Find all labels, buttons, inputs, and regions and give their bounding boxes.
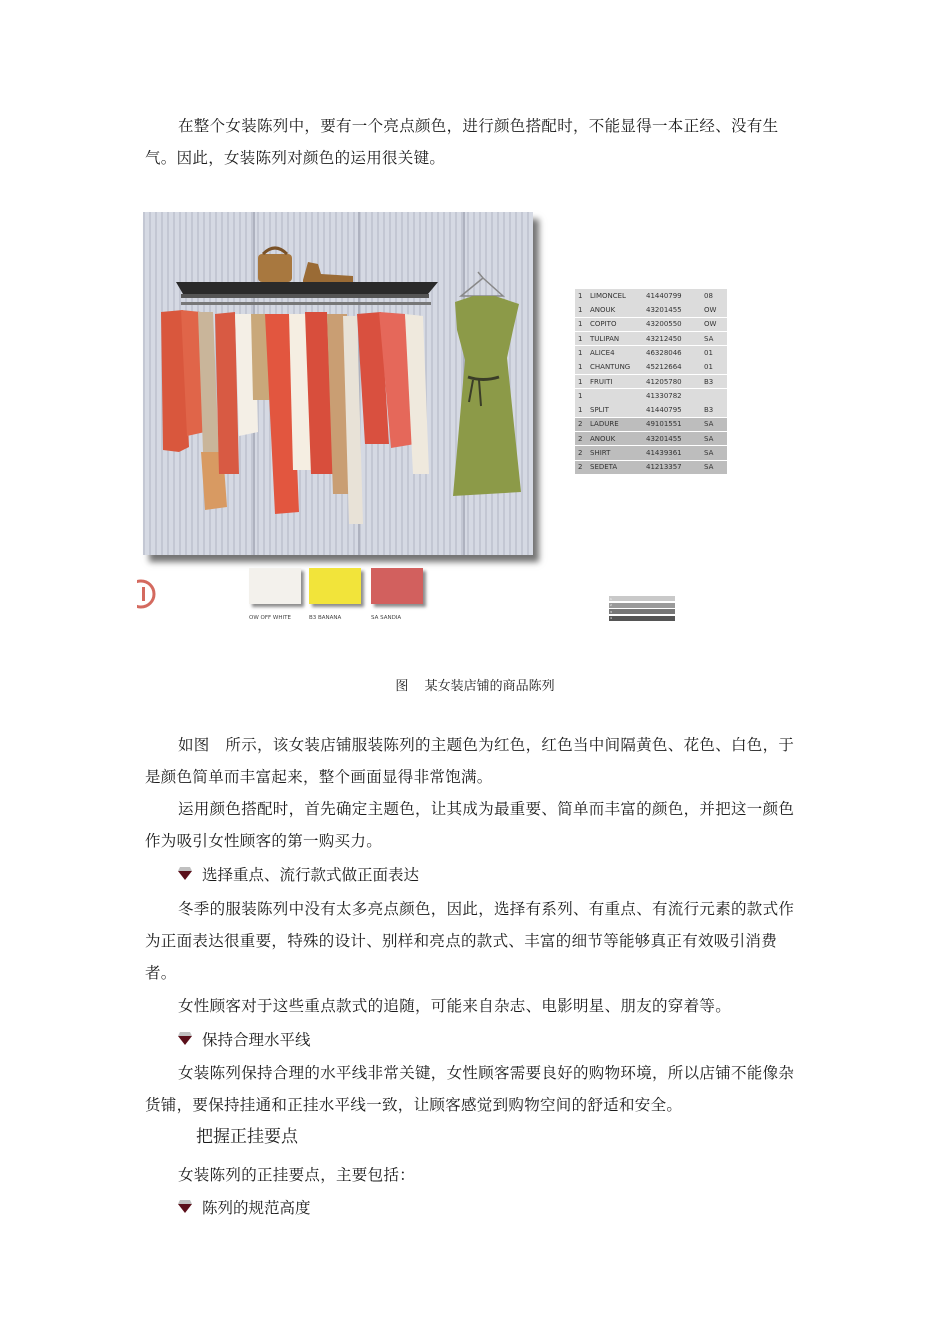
- paragraph-key-points: 女装陈列的正挂要点，主要包括：: [178, 1166, 416, 1184]
- product-list-cell: SPLIT: [590, 406, 609, 415]
- product-list-cell: 1: [578, 306, 583, 315]
- figure-caption: [0, 675, 950, 694]
- product-list-cell: 1: [578, 320, 583, 329]
- section-heading: 把握正挂要点: [196, 1127, 298, 1147]
- product-list-cell: 08: [704, 291, 713, 300]
- swatch-off-white: [249, 568, 301, 604]
- product-list-cell: ANOUK: [590, 306, 616, 315]
- product-list-row: [575, 418, 727, 432]
- product-list-cell: 41440799: [646, 291, 682, 300]
- brand-logo-fragment: [137, 578, 159, 610]
- product-list-row: [575, 403, 727, 417]
- product-list-cell: 2: [578, 463, 583, 472]
- swatch-banana: [309, 568, 361, 604]
- bullet-standard-height: [178, 1196, 311, 1220]
- product-list-table: [575, 289, 727, 475]
- product-list-cell: SA: [704, 449, 714, 458]
- caption-figure-label: 图: [395, 679, 409, 694]
- paragraph-horizontal-line: 女装陈列保持合理的水平线非常关键，女性顾客需要良好的购物环境，所以店铺不能像杂货铺，要保持挂通和正挂水平线一致，让顾客感觉到购物空间的舒适和安全。: [145, 1064, 795, 1114]
- product-list-cell: 43201455: [646, 306, 682, 315]
- product-list-cell: 41213357: [646, 463, 682, 472]
- product-list-cell: SA: [704, 434, 714, 443]
- caption-text: 某女装店铺的商品陈列: [424, 679, 555, 694]
- legend-number: 4: [610, 616, 612, 620]
- product-list-cell: OW: [704, 320, 717, 329]
- product-list-row: [575, 432, 727, 446]
- bullet-diamond-icon: [178, 1032, 192, 1046]
- product-list-cell: ALICE4: [590, 348, 615, 357]
- product-list-cell: 1: [578, 348, 583, 357]
- clothing-rack-photo: [143, 212, 533, 555]
- paragraph-theme-color: 如图 所示，该女装店铺服装陈列的主题色为红色，红色当中间隔黄色、花色、白色，于是颜色简单而丰富起来，整个画面显得非常饱满。: [145, 736, 795, 786]
- product-list-cell: B3: [704, 406, 714, 415]
- legend-number: 3: [610, 609, 612, 614]
- product-list-cell: 43212450: [646, 334, 682, 343]
- product-list-cell: 43201455: [646, 434, 682, 443]
- legend-row: [609, 616, 675, 621]
- bullet-standard-height-text: 陈列的规范高度: [202, 1199, 311, 1217]
- paragraph-customer-trends: 女性顾客对于这些重点款式的追随，可能来自杂志、电影明星、朋友的穿着等。: [178, 997, 732, 1015]
- product-list-cell: 41440795: [646, 406, 682, 415]
- product-list-row: [575, 360, 727, 374]
- product-list-row: [575, 303, 727, 317]
- product-list-cell: 45212664: [646, 363, 682, 372]
- swatch-label-banana: B3 BANANA: [309, 615, 342, 621]
- paragraph-intro: 在整个女装陈列中，要有一个亮点颜色，进行颜色搭配时，不能显得一本正经、没有生气。因此，女装陈列对颜色的运用很关键。: [145, 117, 779, 167]
- product-list-cell: 49101551: [646, 420, 682, 429]
- color-legend: [609, 596, 675, 622]
- product-list-cell: FRUITI: [590, 377, 613, 386]
- product-list-row: [575, 332, 727, 346]
- product-list-row: [575, 318, 727, 332]
- bullet-key-styles-text: 选择重点、流行款式做正面表达: [202, 866, 420, 884]
- legend-row: [609, 603, 675, 608]
- product-list-cell: 01: [704, 348, 713, 357]
- product-list-row: [575, 346, 727, 360]
- product-list-cell: SA: [704, 420, 714, 429]
- product-list-cell: 41330782: [646, 391, 682, 400]
- merchandise-display-figure: [143, 210, 843, 640]
- product-list-cell: SA: [704, 334, 714, 343]
- product-list-cell: 1: [578, 406, 583, 415]
- product-list-cell: 2: [578, 420, 583, 429]
- product-list-cell: TULIPAN: [590, 334, 620, 343]
- product-list-cell: SA: [704, 463, 714, 472]
- legend-number: 2: [610, 603, 612, 607]
- bullet-key-styles: [178, 863, 419, 887]
- product-list-cell: ANOUK: [590, 434, 616, 443]
- product-list-cell: LADURE: [590, 420, 619, 429]
- swatch-label-off-white: OW OFF WHITE: [249, 615, 291, 621]
- product-list-cell: SHIRT: [590, 449, 611, 458]
- product-list-cell: COPITO: [590, 320, 617, 329]
- product-list-cell: B3: [704, 377, 714, 386]
- product-list-cell: 41439361: [646, 449, 682, 458]
- product-list-cell: SEDETA: [590, 463, 618, 472]
- product-list-cell: 2: [578, 434, 583, 443]
- paragraph-winter-display: 冬季的服装陈列中没有太多亮点颜色，因此，选择有系列、有重点、有流行元素的款式作为正面表达很重要，特殊的设计、别样和亮点的款式、丰富的细节等能够真正有效吸引消费者。: [145, 900, 795, 982]
- product-list-row: [575, 389, 727, 403]
- bullet-horizontal-line-text: 保持合理水平线: [202, 1031, 311, 1049]
- legend-row: [609, 596, 675, 601]
- product-list-cell: 1: [578, 334, 583, 343]
- product-list-cell: 1: [578, 291, 583, 300]
- product-list-cell: 1: [578, 363, 583, 372]
- product-list-row: [575, 446, 727, 460]
- product-list-row: [575, 461, 727, 475]
- product-list-cell: 43200550: [646, 320, 682, 329]
- legend-number: 1: [610, 596, 612, 601]
- bullet-horizontal-line: [178, 1028, 311, 1052]
- bullet-diamond-icon: [178, 1200, 192, 1214]
- product-list-cell: 41205780: [646, 377, 682, 386]
- product-list-cell: CHANTUNG: [590, 363, 631, 372]
- product-list-cell: 01: [704, 363, 713, 372]
- paragraph-color-matching: 运用颜色搭配时，首先确定主题色，让其成为最重要、简单而丰富的颜色，并把这一颜色作为吸引女性顾客的第一购买力。: [145, 800, 795, 850]
- legend-row: [609, 609, 675, 614]
- product-list-row: [575, 375, 727, 389]
- product-list-cell: 1: [578, 377, 583, 386]
- product-list-cell: LIMONCEL: [590, 291, 626, 300]
- product-list-cell: 2: [578, 449, 583, 458]
- product-list-row: [575, 289, 727, 303]
- swatch-label-sandia: SA SANDIA: [371, 615, 402, 621]
- product-list-cell: OW: [704, 306, 717, 315]
- product-list-cell: 46328046: [646, 348, 682, 357]
- product-list-cell: 1: [578, 391, 583, 400]
- bullet-diamond-icon: [178, 867, 192, 881]
- swatch-sandia: [371, 568, 423, 604]
